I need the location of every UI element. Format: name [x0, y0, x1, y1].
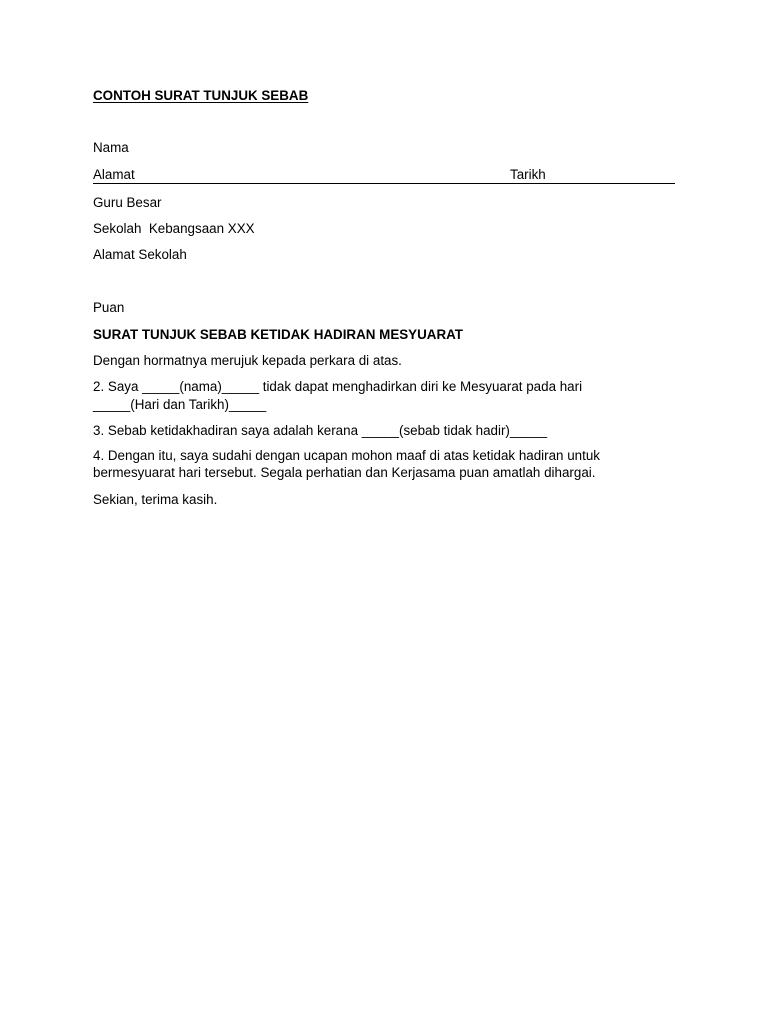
paragraph-3: 3. Sebab ketidakhadiran saya adalah kerana _____(sebab tidak hadir)_____ — [93, 423, 548, 438]
paragraph-4-line-1: 4. Dengan itu, saya sudahi dengan ucapan mohon maaf di atas ketidak hadiran untuk — [93, 448, 600, 463]
recipient-line-2: Sekolah Kebangsaan XXX — [93, 221, 255, 236]
document-title: CONTOH SURAT TUNJUK SEBAB — [93, 88, 309, 103]
recipient-line-1: Guru Besar — [93, 195, 162, 210]
salutation: Puan — [93, 300, 125, 315]
letter-subject: SURAT TUNJUK SEBAB KETIDAK HADIRAN MESYUARAT — [93, 327, 463, 342]
closing-line: Sekian, terima kasih. — [93, 492, 218, 507]
sender-name-label: Nama — [93, 140, 129, 155]
paragraph-1: Dengan hormatnya merujuk kepada perkara di atas. — [93, 353, 402, 368]
date-label: Tarikh — [510, 167, 546, 182]
sender-address-line — [93, 167, 675, 184]
sender-address-label: Alamat — [93, 167, 135, 182]
paragraph-2-line-2: _____(Hari dan Tarikh)_____ — [93, 397, 267, 412]
paragraph-4-line-2: bermesyuarat hari tersebut. Segala perhatian dan Kerjasama puan amatlah dihargai. — [93, 465, 596, 480]
recipient-line-3: Alamat Sekolah — [93, 247, 187, 262]
paragraph-2-line-1: 2. Saya _____(nama)_____ tidak dapat menghadirkan diri ke Mesyuarat pada hari — [93, 379, 583, 394]
